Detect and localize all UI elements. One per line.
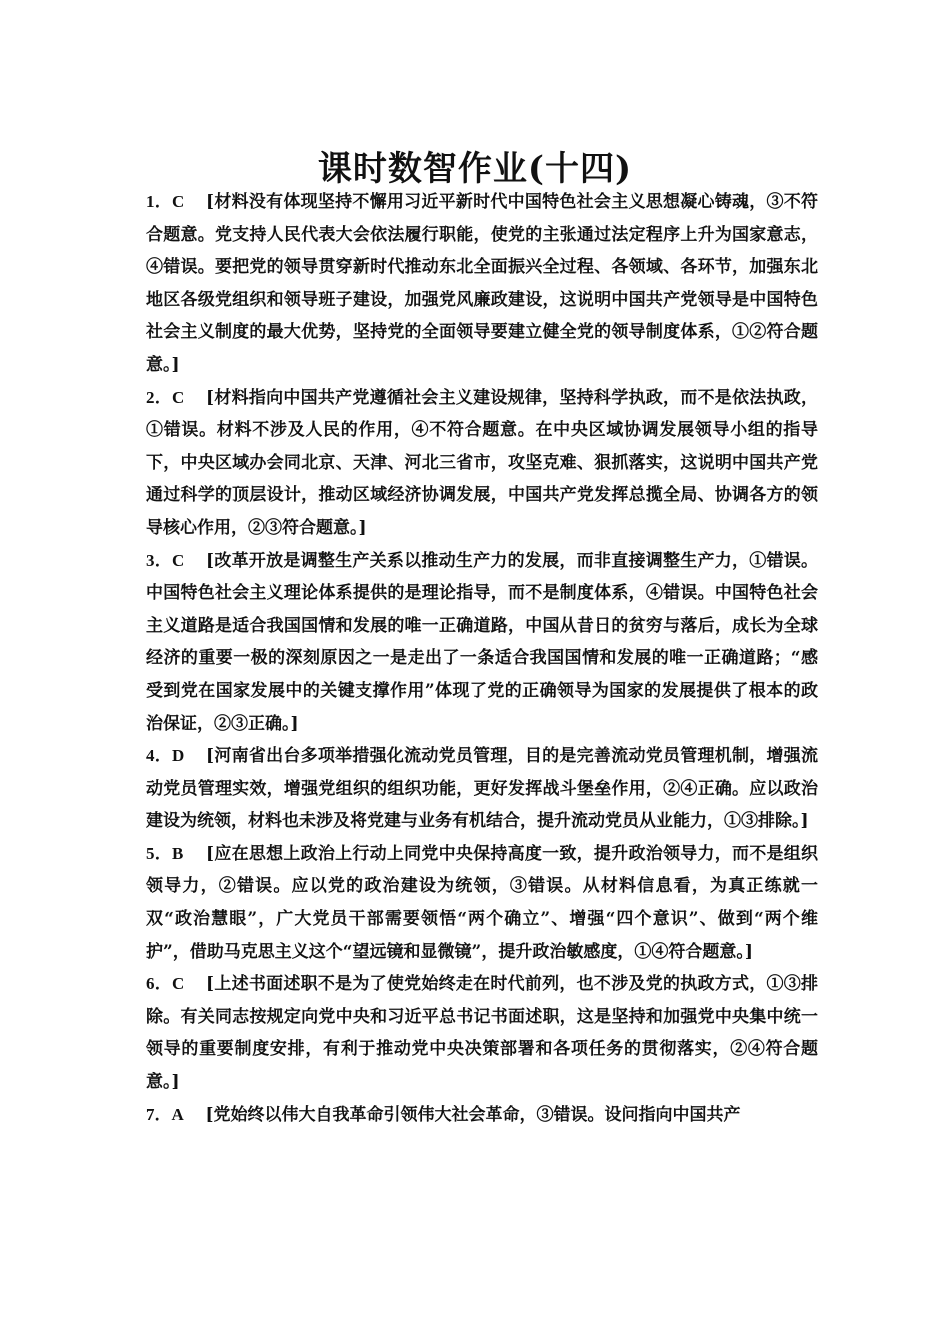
answer-list bbox=[146, 186, 818, 1131]
answer-item-5 bbox=[146, 838, 818, 968]
answer-explanation: [应在思想上政治上行动上同党中央保持高度一致，提升政治领导力，而不是组织领导力，②错误。应以党的政治建设为统领，③错误。从材料信息看，为真正练就一双“政治慧眼”，广大党员干部需要领悟“两个确立”、增强“四个意识”、做到“两个维护”，借助马克思主义这个“望远镜和显微镜”，提升政治敏感度，①④符合题意。] bbox=[146, 843, 818, 962]
answer-choice: A bbox=[171, 1104, 184, 1124]
answer-number: 3． bbox=[146, 550, 173, 570]
answer-choice: B bbox=[172, 843, 184, 863]
answer-item-4 bbox=[146, 740, 818, 838]
answer-number: 1． bbox=[146, 192, 173, 211]
answer-item-7 bbox=[146, 1099, 818, 1132]
answer-choice: C bbox=[172, 550, 185, 570]
answer-explanation: [上述书面述职不是为了使党始终走在时代前列，也不涉及党的执政方式，①③排除。有关同志按规定向党中央和习近平总书记书面述职，这是坚持和加强党中央集中统一领导的重要制度安排，有利于推动党中央决策部署和各项任务的贯彻落实，②④符合题意。] bbox=[146, 974, 818, 1093]
answer-explanation: [材料没有体现坚持不懈用习近平新时代中国特色社会主义思想凝心铸魂，③不符合题意。党支持人民代表大会依法履行职能，使党的主张通过法定程序上升为国家意志，④错误。要把党的领导贯穿新时代推动东北全面振兴全过程、各领域、各环节，加强东北地区各级党组织和领导班子建设，加强党风廉政建设，这说明中国共产党领导是中国特色社会主义制度的最大优势，坚持党的全面领导要建立健全党的领导制度体系，①②符合题意。] bbox=[146, 192, 818, 375]
answer-item-1 bbox=[146, 186, 818, 382]
page-title: 课时数智作业(十四) bbox=[317, 148, 633, 189]
answer-number: 2． bbox=[146, 387, 173, 407]
answer-item-2 bbox=[146, 382, 818, 545]
answer-number: 6． bbox=[146, 974, 173, 994]
answer-explanation: [党始终以伟大自我革命引领伟大社会革命，③错误。设问指向中国共产 bbox=[205, 1104, 741, 1125]
answer-item-6 bbox=[146, 968, 818, 1098]
answer-number: 4． bbox=[146, 746, 173, 766]
answer-number: 5． bbox=[146, 843, 173, 863]
answer-explanation: [改革开放是调整生产关系以推动生产力的发展，而非直接调整生产力，①错误。中国特色社会主义理论体系提供的是理论指导，而不是制度体系，④错误。中国特色社会主义道路是适合我国国情和发展的唯一正确道路，中国从昔日的贫穷与落后，成长为全球经济的重要一极的深刻原因之一是走出了一条适合我国国情和发展的唯一正确道路；“感受到党在国家发展中的关键支撑作用”体现了党的正确领导为国家的发展提供了根本的政治保证，②③正确。] bbox=[146, 550, 818, 734]
answer-number: 7． bbox=[146, 1104, 172, 1124]
answer-choice: D bbox=[172, 746, 185, 766]
answer-item-3 bbox=[146, 545, 818, 741]
answer-choice: C bbox=[172, 192, 185, 211]
answer-choice: C bbox=[172, 974, 185, 994]
answer-explanation: [河南省出台多项举措强化流动党员管理，目的是完善流动党员管理机制，增强流动党员管理实效，增强党组织的组织功能，更好发挥战斗堡垒作用，②④正确。应以政治建设为统领，材料也未涉及将党建与业务有机结合，提升流动党员从业能力，①③排除。] bbox=[146, 746, 818, 832]
answer-choice: C bbox=[172, 387, 185, 407]
answer-explanation: [材料指向中国共产党遵循社会主义建设规律，坚持科学执政，而不是依法执政，①错误。材料不涉及人民的作用，④不符合题意。在中央区域协调发展领导小组的指导下，中央区域办会同北京、天津、河北三省市，攻坚克难、狠抓落实，这说明中国共产党通过科学的顶层设计，推动区域经济协调发展，中国共产党发挥总揽全局、协调各方的领导核心作用，②③符合题意。] bbox=[146, 387, 818, 538]
